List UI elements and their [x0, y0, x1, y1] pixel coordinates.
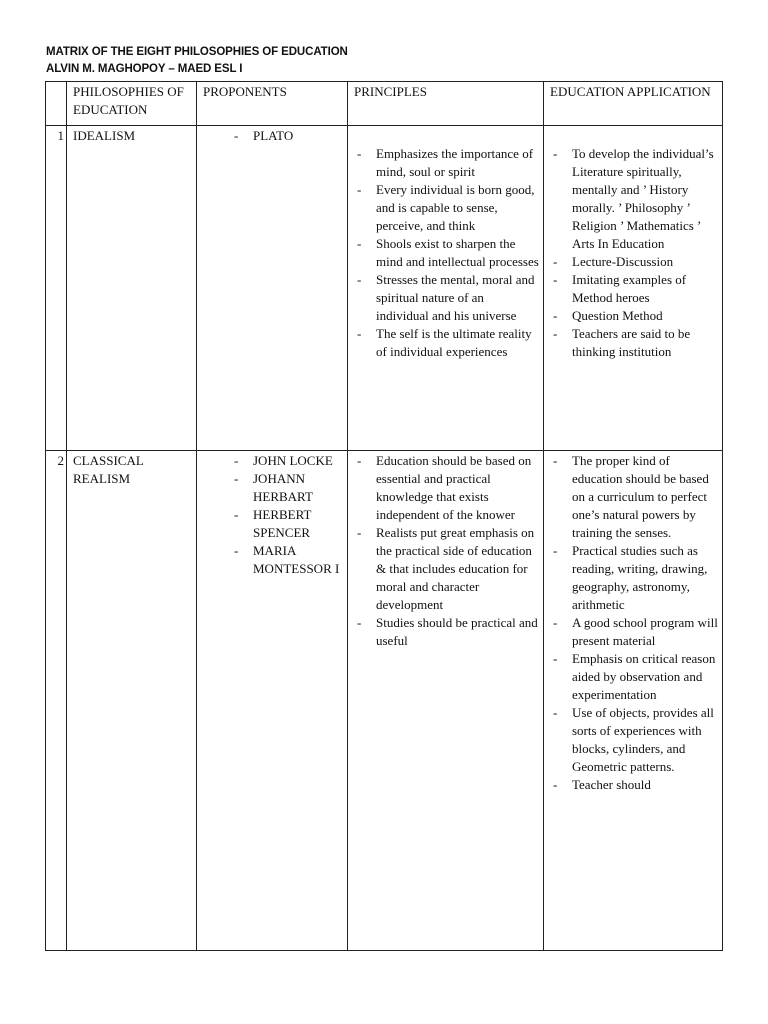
proponents-cell: [197, 126, 348, 451]
list-item: - JOHANN HERBART: [231, 470, 343, 506]
list-item: - The proper kind of education should be based on a curriculum to perfect one’s natural powers by training the senses.: [550, 452, 718, 542]
header-number-cell: [46, 82, 67, 126]
list-item: - Teacher should: [550, 776, 718, 794]
list-item: - Lecture-Discussion: [550, 253, 718, 271]
header-principles: PRINCIPLES: [348, 82, 544, 126]
list-item: - Teachers are said to be thinking institution: [550, 325, 718, 361]
application-list: [550, 452, 718, 794]
list-item: - Imitating examples of Method heroes: [550, 271, 718, 307]
principles-cell: [348, 126, 544, 451]
philosophy-name: IDEALISM: [67, 126, 197, 451]
list-item: - Stresses the mental, moral and spiritual nature of an individual and his universe: [354, 271, 539, 325]
philosophies-matrix-table: [45, 81, 723, 951]
document-title: MATRIX OF THE EIGHT PHILOSOPHIES OF EDUCATION: [46, 46, 348, 58]
list-item: - PLATO: [231, 127, 343, 145]
list-item: - Realists put great emphasis on the practical side of education & that includes education for moral and character development: [354, 524, 539, 614]
document-author: ALVIN M. MAGHOPOY – MAED ESL I: [46, 63, 243, 75]
application-list: [550, 145, 718, 361]
table-header-row: [46, 82, 723, 126]
list-item: - Shools exist to sharpen the mind and intellectual processes: [354, 235, 539, 271]
document-heading: [46, 44, 348, 78]
header-education-application: EDUCATION APPLICATION: [544, 82, 723, 126]
list-item: - Use of objects, provides all sorts of experiences with blocks, cylinders, and Geometric patterns.: [550, 704, 718, 776]
proponents-list: [231, 127, 343, 145]
principles-cell: [348, 451, 544, 951]
list-item: - The self is the ultimate reality of individual experiences: [354, 325, 539, 361]
list-item: - JOHN LOCKE: [231, 452, 343, 470]
header-philosophies: PHILOSOPHIES OF EDUCATION: [67, 82, 197, 126]
table-row: [46, 126, 723, 451]
list-item: - Studies should be practical and useful: [354, 614, 539, 650]
list-item: - Question Method: [550, 307, 718, 325]
application-cell: [544, 451, 723, 951]
principles-list: [354, 452, 539, 650]
application-cell: [544, 126, 723, 451]
row-number: 1: [46, 126, 67, 451]
proponents-list: [231, 452, 343, 578]
list-item: - Emphasis on critical reason aided by observation and experimentation: [550, 650, 718, 704]
proponents-cell: [197, 451, 348, 951]
list-item: - Emphasizes the importance of mind, soul or spirit: [354, 145, 539, 181]
principles-list: [354, 145, 539, 361]
list-item: - HERBERT SPENCER: [231, 506, 343, 542]
header-proponents: PROPONENTS: [197, 82, 348, 126]
row-number: 2: [46, 451, 67, 951]
list-item: - MARIA MONTESSOR I: [231, 542, 343, 578]
philosophy-name: CLASSICAL REALISM: [67, 451, 197, 951]
list-item: - Every individual is born good, and is capable to sense, perceive, and think: [354, 181, 539, 235]
list-item: - Education should be based on essential and practical knowledge that exists independent of the knower: [354, 452, 539, 524]
table-row: [46, 451, 723, 951]
list-item: - To develop the individual’s Literature spiritually, mentally and ’ History morally. ’ Philosophy ’ Religion ’ Mathematics ’ Arts In Education: [550, 145, 718, 253]
list-item: - Practical studies such as reading, writing, drawing, geography, astronomy, arithmetic: [550, 542, 718, 614]
list-item: - A good school program will present material: [550, 614, 718, 650]
